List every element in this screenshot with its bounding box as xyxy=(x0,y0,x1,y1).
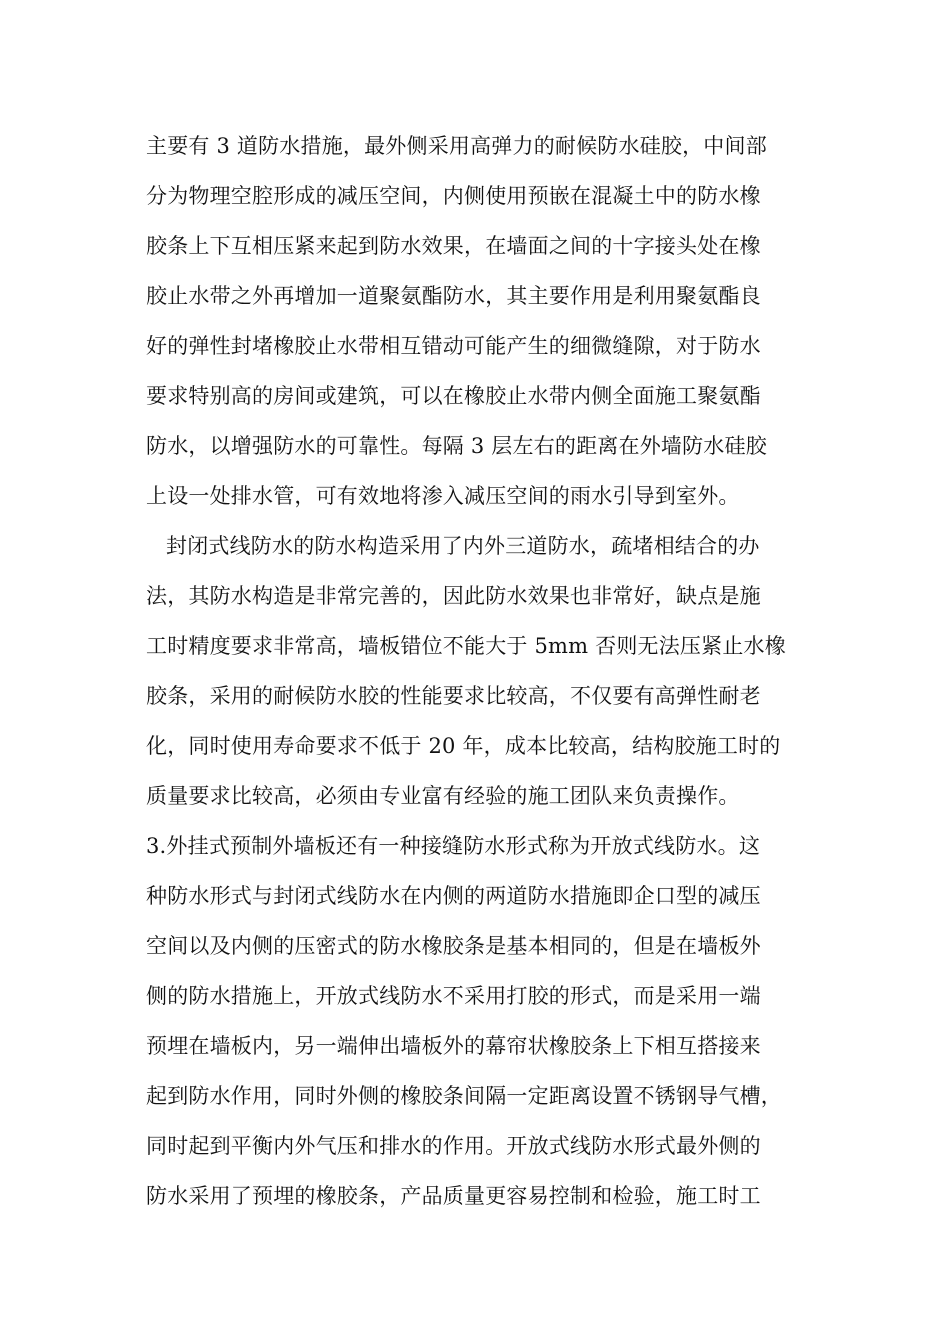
paragraph-2-line-1: 封闭式线防水的防水构造采用了内外三道防水，疏堵相结合的办 xyxy=(166,534,760,558)
paragraph-3-line-8: 防水采用了预埋的橡胶条，产品质量更容易控制和检验，施工时工 xyxy=(146,1184,761,1208)
paragraph-3-line-4: 侧的防水措施上，开放式线防水不采用打胶的形式，而是采用一端 xyxy=(146,984,761,1008)
paragraph-3-line-2: 种防水形式与封闭式线防水在内侧的两道防水措施即企口型的减压 xyxy=(146,884,761,908)
paragraph-2-line-6: 质量要求比较高，必须由专业富有经验的施工团队来负责操作。 xyxy=(146,784,740,808)
paragraph-1-line-6: 要求特别高的房间或建筑，可以在橡胶止水带内侧全面施工聚氨酯 xyxy=(146,384,761,408)
paragraph-1-line-4: 胶止水带之外再增加一道聚氨酯防水，其主要作用是利用聚氨酯良 xyxy=(146,284,761,308)
paragraph-3-line-6: 起到防水作用，同时外侧的橡胶条间隔一定距离设置不锈钢导气槽， xyxy=(146,1084,782,1108)
paragraph-2-line-4: 胶条，采用的耐候防水胶的性能要求比较高，不仅要有高弹性耐老 xyxy=(146,684,761,708)
paragraph-3-line-7: 同时起到平衡内外气压和排水的作用。开放式线防水形式最外侧的 xyxy=(146,1134,761,1158)
paragraph-1-line-5: 好的弹性封堵橡胶止水带相互错动可能产生的细微缝隙，对于防水 xyxy=(146,334,761,358)
paragraph-3-line-3: 空间以及内侧的压密式的防水橡胶条是基本相同的，但是在墙板外 xyxy=(146,934,761,958)
paragraph-1-line-1: 主要有 3 道防水措施，最外侧采用高弹力的耐候防水硅胶，中间部 xyxy=(146,134,767,158)
paragraph-1-line-3: 胶条上下互相压紧来起到防水效果，在墙面之间的十字接头处在橡 xyxy=(146,234,761,258)
paragraph-1-line-2: 分为物理空腔形成的减压空间，内侧使用预嵌在混凝土中的防水橡 xyxy=(146,184,761,208)
paragraph-2-line-3: 工时精度要求非常高，墙板错位不能大于 5mm 否则无法压紧止水橡 xyxy=(146,634,786,658)
paragraph-3-line-5: 预埋在墙板内，另一端伸出墙板外的幕帘状橡胶条上下相互搭接来 xyxy=(146,1034,761,1058)
paragraph-1-line-8: 上设一处排水管，可有效地将渗入减压空间的雨水引导到室外。 xyxy=(146,484,740,508)
paragraph-2-line-2: 法，其防水构造是非常完善的，因此防水效果也非常好，缺点是施 xyxy=(146,584,761,608)
paragraph-2-line-5: 化，同时使用寿命要求不低于 20 年，成本比较高，结构胶施工时的 xyxy=(146,734,781,758)
paragraph-1-line-7: 防水，以增强防水的可靠性。每隔 3 层左右的距离在外墙防水硅胶 xyxy=(146,434,767,458)
paragraph-3-line-1: 3.外挂式预制外墙板还有一种接缝防水形式称为开放式线防水。这 xyxy=(146,834,761,858)
